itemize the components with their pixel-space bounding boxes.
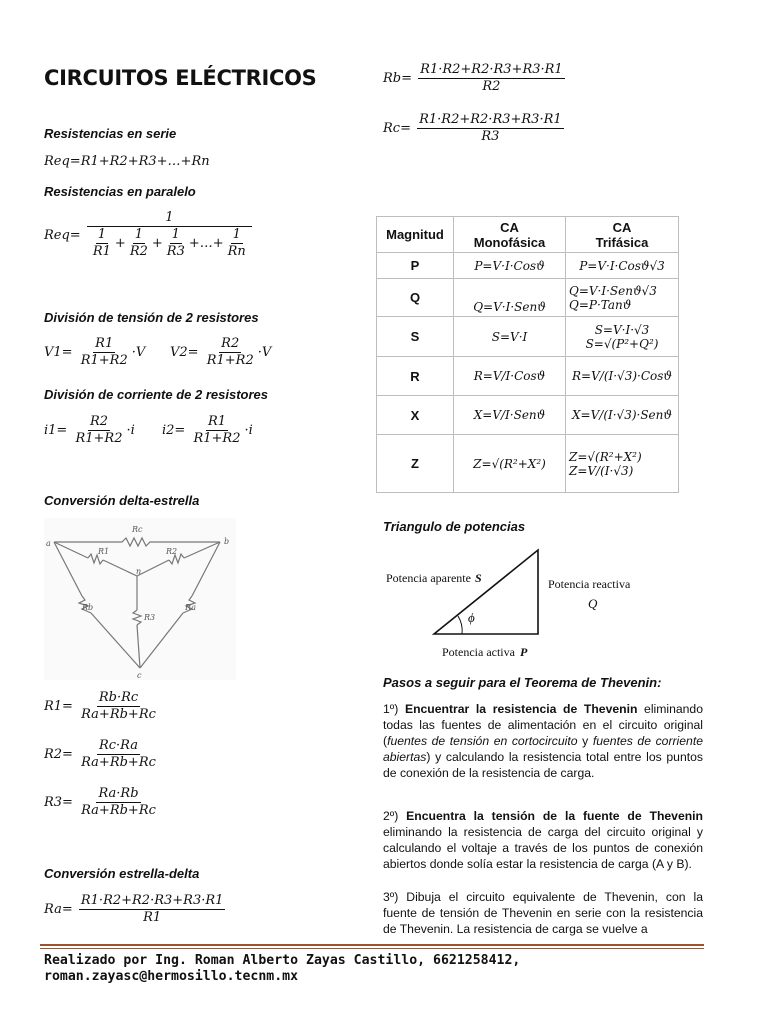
step-2: 2º) Encuentra la tensión de la fuente de Thevenin eliminando la resistencia de carga del circuito original y calculando el voltaje a través de los puntos de conexión abiertos donde solía estar la resistencia de carga (A y B). <box>383 809 703 871</box>
label-P: P <box>520 645 528 659</box>
table-row: X X=V/I·Senϑ X=V/(I·√3)·Senϑ <box>377 396 679 435</box>
table-row: P P=V·I·Cosϑ P=V·I·Cosϑ√3 <box>377 253 679 279</box>
formula-R2: R2= $\frac{Rc\cdot Ra}{Ra+Rb+Rc}$ <box>44 738 156 770</box>
label-active: Potencia activa <box>442 645 515 659</box>
footer-email: roman.zayasc@hermosillo.tecnm.mx <box>44 969 299 984</box>
footer-rule <box>40 944 704 946</box>
power-triangle-diagram <box>382 546 642 664</box>
node-n: n <box>136 567 142 576</box>
section-div-tension: División de tensión de 2 resistores <box>44 310 259 325</box>
section-thevenin: Pasos a seguir para el Teorema de Thevenin: <box>383 675 662 690</box>
formula-Rb: Rb= $\frac{R1\cdot R2+R2\cdot R3+R3\cdot R1}{R2}$ <box>383 62 563 94</box>
node-a: a <box>46 539 51 548</box>
label-ra: Ra <box>185 603 196 612</box>
formula-v1: V1= $\frac{R1}{R1+R2}$ ·V <box>44 336 146 368</box>
label-reactive: Potencia reactiva <box>548 577 631 591</box>
section-estrella-delta: Conversión estrella-delta <box>44 866 200 881</box>
label-rb: Rb <box>82 603 94 612</box>
formula-Ra: Ra= $\frac{R1\cdot R2+R2\cdot R3+R3\cdot R1}{R1}$ <box>44 893 224 925</box>
section-serie: Resistencias en serie <box>44 126 177 141</box>
label-rc: Rc <box>132 525 143 534</box>
magnitudes-table <box>376 216 679 493</box>
section-triangulo: Triangulo de potencias <box>383 519 526 534</box>
section-delta-estrella: Conversión delta-estrella <box>44 493 200 508</box>
table-row: Q Q=V·I·Senϑ Q=V·I·Senϑ√3 Q=P·Tanϑ <box>377 279 679 317</box>
formula-Rc: Rc= $\frac{R1\cdot R2+R2\cdot R3+R3\cdot R1}{R3}$ <box>383 112 562 144</box>
formula-v2: V2= $\frac{R2}{R1+R2}$ ·V <box>170 336 272 368</box>
table-row: R R=V/I·Cosϑ R=V/(I·√3)·Cosϑ <box>377 357 679 396</box>
delta-wye-diagram <box>44 518 236 680</box>
node-c: c <box>137 671 142 680</box>
formula-paralelo: Req= 1 $\frac{1}{R1}$ + $\frac{1}{R2}$ + $\frac{1}{R3}$ +…+ $\frac{1}{Rn}$ <box>44 210 254 260</box>
page-title: CIRCUITOS ELÉCTRICOS <box>44 66 317 90</box>
formula-R3: R3= $\frac{Ra\cdot Rb}{Ra+Rb+Rc}$ <box>44 786 156 818</box>
label-r2: R2 <box>166 547 178 556</box>
footer-author: Realizado por Ing. Roman Alberto Zayas Castillo, 6621258412, <box>44 953 521 968</box>
table-row: Z Z=√(R²+X²) Z=√(R²+X²) Z=V/(I·√3) <box>377 435 679 493</box>
section-div-corriente: División de corriente de 2 resistores <box>44 387 268 402</box>
label-r1: R1 <box>98 547 110 556</box>
footer <box>44 953 520 985</box>
footer-rule-thin <box>40 948 704 949</box>
section-paralelo: Resistencias en paralelo <box>44 184 196 199</box>
formula-R1: R1= $\frac{Rb\cdot Rc}{Ra+Rb+Rc}$ <box>44 690 156 722</box>
header-magnitud: Magnitud <box>377 217 454 253</box>
step-1: 1º) Encuentrar la resistencia de Thevenin eliminando todas las fuentes de alimentación en el circuito original (fuentes de tensión en cortocircuito y fuentes de corriente abiertas) y calculando la resistencia total entre los puntos de conexión de la resistencia de carga. <box>383 702 703 780</box>
node-b: b <box>224 537 230 546</box>
label-phi: ϕ <box>468 610 475 625</box>
formula-serie: Req=R1+R2+R3+…+Rn <box>44 154 210 169</box>
label-S: S <box>475 571 482 585</box>
header-monofasica: CA Monofásica <box>454 217 566 253</box>
label-apparent: Potencia aparente <box>386 571 471 585</box>
step-3: 3º) Dibuja el circuito equivalente de Thevenin, con la fuente de tensión de Thevenin en serie con la resistencia de Thevenin. La resistencia de carga se vuelve a <box>383 890 703 936</box>
label-r3: R3 <box>144 613 156 622</box>
formula-i2: i2= $\frac{R1}{R1+R2}$ ·i <box>162 414 253 446</box>
table-row: S S=V·I S=V·I·√3 S=√(P²+Q²) <box>377 317 679 357</box>
header-trifasica: CA Trifásica <box>566 217 679 253</box>
formula-i1: i1= $\frac{R2}{R1+R2}$ ·i <box>44 414 135 446</box>
label-Q: Q <box>588 596 598 611</box>
